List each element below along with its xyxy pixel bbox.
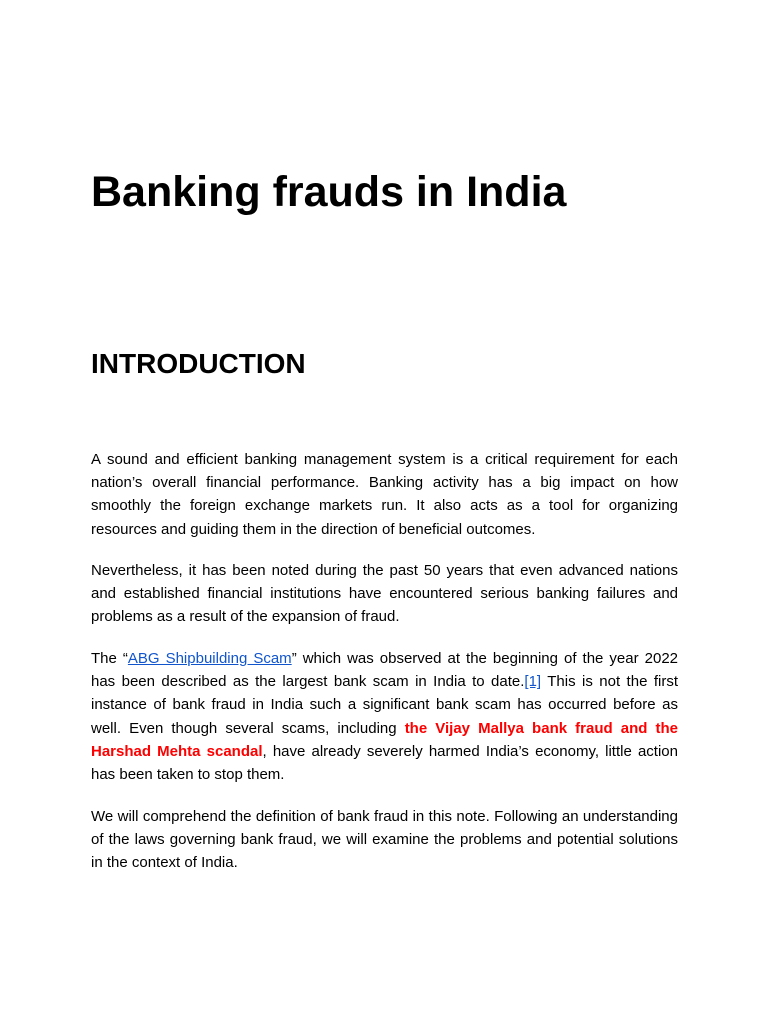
- paragraph-1: A sound and efficient banking management system is a critical requirement for each nation’s overall financial performance. Banking activity has a big impact on how smoothly the foreign exchange markets run. It also acts as a tool for organizing resources and guiding them in the direction of beneficial outcomes.: [91, 451, 678, 538]
- paragraph-3-after-footnote: This is not the first instance of bank fraud in India such a significant bank scam has occurred before as well. Even though several scams, including: [91, 673, 678, 737]
- section-heading-introduction: INTRODUCTION: [91, 348, 306, 379]
- page-title: Banking frauds in India: [91, 168, 567, 216]
- paragraph-3-lead: The “: [91, 650, 128, 667]
- abg-shipbuilding-scam-link[interactable]: ABG Shipbuilding Scam: [127, 650, 292, 667]
- paragraph-2: Nevertheless, it has been noted during the past 50 years that even advanced nations and established financial institutions have encountered serious banking failures and problems as a result of the expansion of fraud.: [91, 562, 678, 626]
- highlighted-scams-text: the Vijay Mallya bank fraud and the Harshad Mehta scandal: [91, 719, 679, 760]
- paragraph-3-after-link: ” which was observed at the beginning of the year 2022 has been described as the largest bank scam in India to date.: [91, 650, 679, 691]
- paragraph-4: We will comprehend the definition of bank fraud in this note. Following an understanding of the laws governing bank fraud, we will examine the problems and potential solutions in the context of India.: [91, 808, 678, 872]
- footnote-1-link[interactable]: [1]: [524, 673, 542, 691]
- paragraph-3: [91, 647, 678, 786]
- paragraph-3-tail: , have already severely harmed India’s economy, little action has been taken to stop them.: [91, 742, 678, 784]
